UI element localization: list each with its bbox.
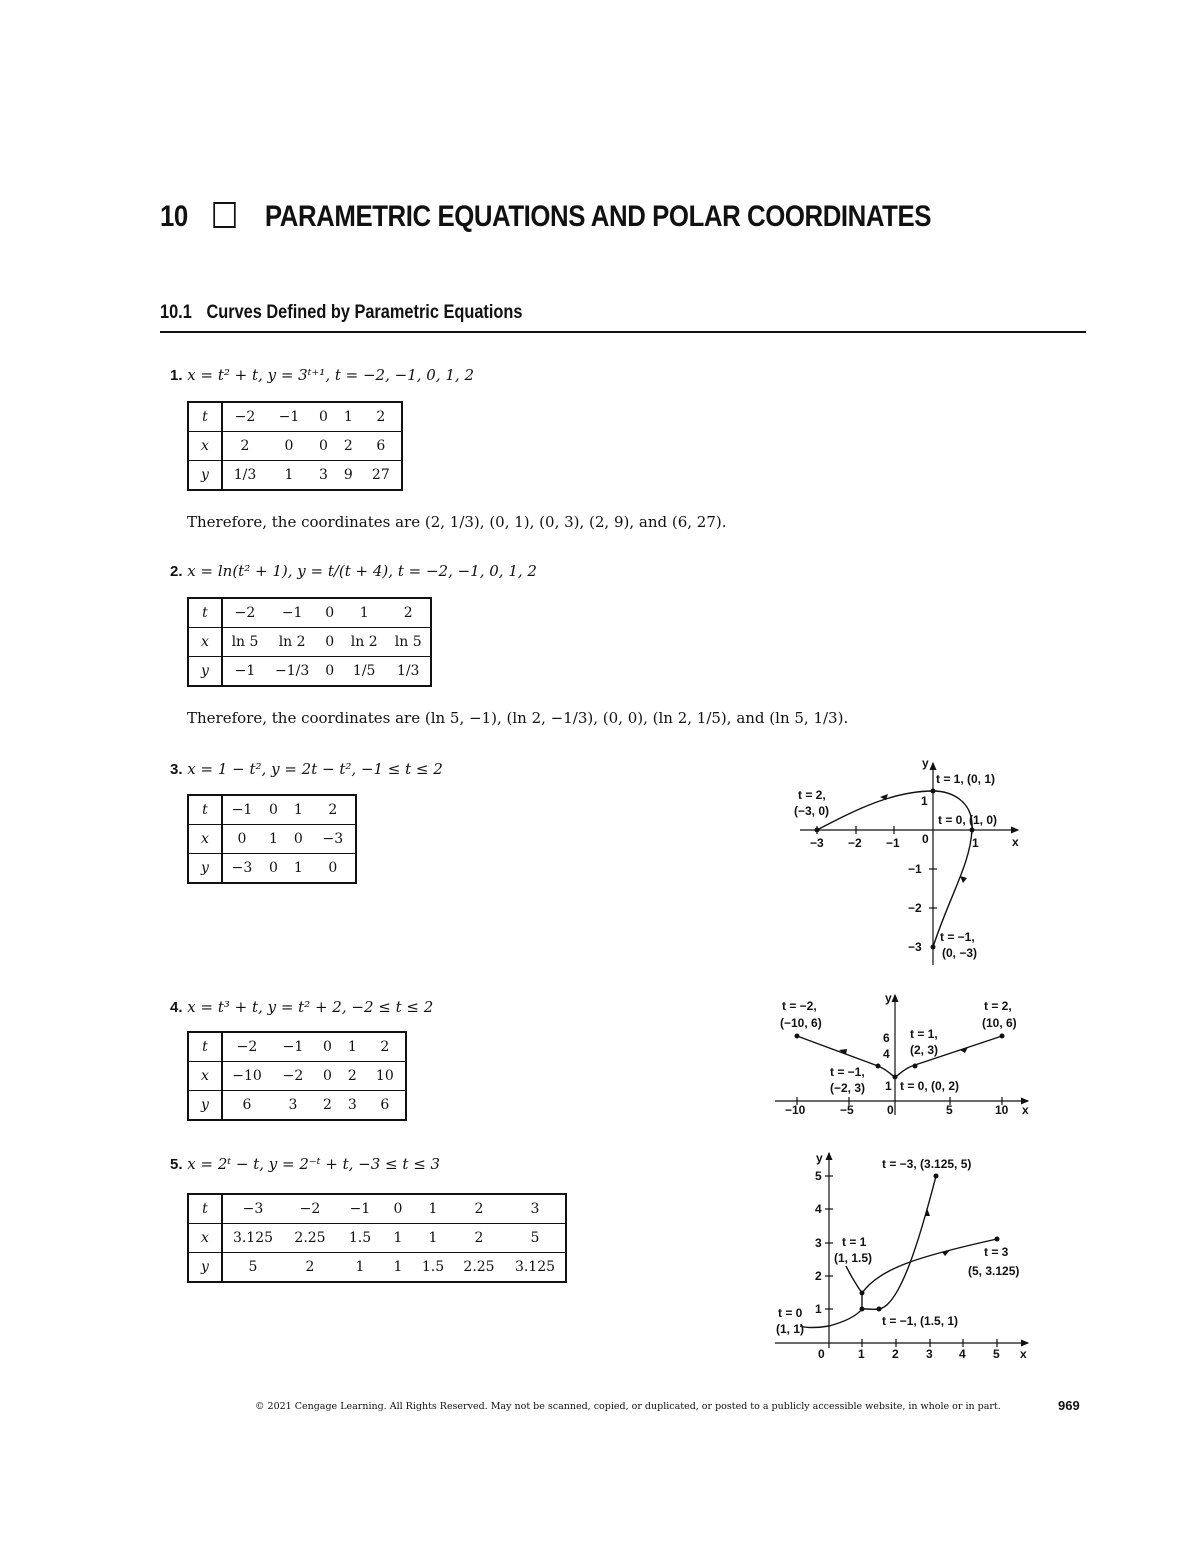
table-cell: −3: [222, 854, 261, 884]
point-label: (5, 3.125): [968, 1264, 1020, 1278]
section-number: 10.1: [160, 302, 192, 323]
problem-equation: x = t² + t, y = 3ᵗ⁺¹, t = −2, −1, 0, 1, 2: [187, 366, 474, 384]
point-label: t = −1,: [830, 1065, 865, 1079]
tick-label: 2: [892, 1347, 899, 1361]
tick-label: 0: [887, 1103, 894, 1117]
table-cell: 2: [336, 432, 361, 461]
problem-label: 1.: [170, 367, 183, 384]
table-head: t: [188, 1032, 222, 1062]
table-cell: −3: [222, 1194, 283, 1224]
table-cell: −3: [311, 825, 356, 854]
point-label: (−3, 0): [794, 804, 830, 818]
problem-1: [170, 366, 474, 384]
table-cell: ln 2: [267, 628, 317, 657]
table-head: x: [188, 825, 222, 854]
tick-label: −2: [848, 836, 862, 850]
problem-label: 4.: [170, 999, 183, 1016]
table-cell: 3.125: [222, 1224, 283, 1253]
table-cell: 1: [413, 1224, 453, 1253]
table-head: x: [188, 1062, 222, 1091]
table-head: t: [188, 598, 222, 628]
problem-2-conclusion: Therefore, the coordinates are (ln 5, −1), (ln 2, −1/3), (0, 0), (ln 2, 1/5), and (ln 5, 1/3).: [187, 709, 849, 727]
table-head: t: [188, 1194, 222, 1224]
table-cell: −1: [337, 1194, 383, 1224]
table-cell: 0: [286, 825, 311, 854]
point-label: t = −2,: [782, 999, 817, 1013]
table-cell: −1: [267, 402, 311, 432]
table-cell: 0: [317, 598, 342, 628]
chapter-number: 10: [160, 200, 188, 233]
table-cell: 5: [222, 1253, 283, 1283]
parametric-curve-tail: [846, 1266, 862, 1293]
tick-label: −10: [785, 1103, 806, 1117]
table-cell: 6: [222, 1091, 271, 1121]
table-cell: 1: [383, 1224, 413, 1253]
section-rule: [160, 331, 1086, 333]
tick-label: 1: [815, 1302, 822, 1316]
problem-2: [170, 562, 537, 580]
tick-label: 2: [815, 1269, 822, 1283]
table-cell: −1: [222, 657, 267, 687]
table-cell: −2: [222, 402, 267, 432]
point-label: t = −1, (1.5, 1): [882, 1314, 959, 1328]
table-cell: 3: [311, 461, 336, 491]
table-cell: 1: [286, 795, 311, 825]
problem-label: 5.: [170, 1156, 183, 1173]
problem-label: 2.: [170, 563, 183, 580]
point-label: (2, 3): [910, 1043, 939, 1057]
problem-4: [170, 998, 433, 1016]
problem-3: [170, 760, 443, 778]
table-cell: 2: [453, 1224, 505, 1253]
table-cell: 1: [342, 598, 386, 628]
table-cell: −2: [222, 1032, 271, 1062]
point-label: (0, −3): [942, 946, 978, 960]
table-cell: −2: [283, 1194, 337, 1224]
table-cell: 0: [261, 854, 286, 884]
tick-label: 4: [959, 1347, 966, 1361]
direction-arrow: [960, 1047, 968, 1053]
table-cell: −2: [222, 598, 267, 628]
table-head: y: [188, 461, 222, 491]
table-cell: ln 5: [386, 628, 431, 657]
tick-label: −1: [886, 836, 900, 850]
point-label: t = 1: [842, 1235, 867, 1249]
problem-3-table: [187, 794, 357, 884]
point-label: (−10, 6): [780, 1016, 822, 1030]
table-cell: 9: [336, 461, 361, 491]
copyright-notice: © 2021 Cengage Learning. All Rights Reserved. May not be scanned, copied, or duplicated, or posted to a publicly accessible website, in whole or in part.: [255, 1401, 1001, 1412]
tick-label: −2: [908, 901, 922, 915]
table-cell: 2: [361, 402, 402, 432]
table-cell: 1: [261, 825, 286, 854]
problem-3-graph: [780, 755, 1040, 970]
table-cell: ln 2: [342, 628, 386, 657]
table-cell: 0: [315, 1062, 340, 1091]
chapter-heading: [160, 200, 931, 234]
table-cell: 6: [361, 432, 402, 461]
table-cell: 2: [222, 432, 267, 461]
table-cell: 6: [365, 1091, 406, 1121]
axis-label-y: y: [885, 991, 892, 1005]
table-cell: 1.5: [413, 1253, 453, 1283]
table-cell: 0: [311, 854, 356, 884]
table-cell: 2: [315, 1091, 340, 1121]
table-cell: 2.25: [453, 1253, 505, 1283]
point-label: t = 0, (1, 0): [938, 813, 998, 827]
table-cell: 10: [365, 1062, 406, 1091]
table-head: t: [188, 402, 222, 432]
point-label: t = −1,: [940, 930, 975, 944]
tick-label: 5: [946, 1103, 953, 1117]
tick-label: 4: [815, 1202, 822, 1216]
table-cell: 0: [317, 657, 342, 687]
problem-equation: x = 2ᵗ − t, y = 2⁻ᵗ + t, −3 ≤ t ≤ 3: [187, 1155, 441, 1173]
table-cell: 1/5: [342, 657, 386, 687]
problem-1-conclusion: Therefore, the coordinates are (2, 1/3), (0, 1), (0, 3), (2, 9), and (6, 27).: [187, 513, 727, 531]
table-cell: 2: [311, 795, 356, 825]
table-head: y: [188, 854, 222, 884]
table-cell: 3: [271, 1091, 315, 1121]
point-label: (1, 1): [776, 1322, 805, 1336]
table-head: y: [188, 1253, 222, 1283]
table-cell: 2.25: [283, 1224, 337, 1253]
point-label: t = 3: [984, 1245, 1009, 1259]
chapter-box-icon: [213, 202, 235, 228]
table-cell: 0: [222, 825, 261, 854]
table-cell: 1/3: [386, 657, 431, 687]
axis-label-x: x: [1012, 835, 1019, 849]
tick-label: 1: [885, 1079, 892, 1093]
table-cell: −1/3: [267, 657, 317, 687]
problem-5-graph: [770, 1148, 1040, 1368]
direction-arrow: [960, 876, 967, 883]
tick-label: −3: [810, 836, 824, 850]
axis-label-x: x: [1020, 1347, 1027, 1361]
tick-label: 4: [883, 1047, 890, 1061]
table-cell: 0: [311, 402, 336, 432]
tick-label: 1: [858, 1347, 865, 1361]
table-cell: 1.5: [337, 1224, 383, 1253]
table-cell: 1: [383, 1253, 413, 1283]
table-cell: 2: [386, 598, 431, 628]
table-cell: 0: [261, 795, 286, 825]
table-cell: 1: [267, 461, 311, 491]
parametric-curve: [797, 1036, 1002, 1077]
tick-label: 3: [926, 1347, 933, 1361]
table-cell: 1/3: [222, 461, 267, 491]
point-label: t = 1,: [910, 1027, 938, 1041]
table-head: y: [188, 657, 222, 687]
point-label: t = −3, (3.125, 5): [882, 1157, 972, 1171]
problem-label: 3.: [170, 761, 183, 778]
table-head: t: [188, 795, 222, 825]
table-cell: −10: [222, 1062, 271, 1091]
axis-label-y: y: [816, 1151, 823, 1165]
table-cell: −1: [271, 1032, 315, 1062]
point-label: (−2, 3): [830, 1081, 866, 1095]
table-cell: 0: [311, 432, 336, 461]
tick-label: −3: [908, 940, 922, 954]
point-label: t = 2,: [798, 788, 826, 802]
section-heading: [160, 302, 522, 324]
tick-label: 0: [922, 832, 929, 846]
table-cell: 3: [340, 1091, 365, 1121]
tick-label: 3: [815, 1236, 822, 1250]
table-cell: 1: [413, 1194, 453, 1224]
table-head: y: [188, 1091, 222, 1121]
point-label: t = 1, (0, 1): [936, 772, 996, 786]
problem-1-table: [187, 401, 403, 491]
axis-label-y: y: [922, 756, 929, 770]
table-cell: 3.125: [505, 1253, 566, 1283]
table-cell: 0: [317, 628, 342, 657]
table-cell: −1: [267, 598, 317, 628]
table-cell: 2: [453, 1194, 505, 1224]
chapter-title: PARAMETRIC EQUATIONS AND POLAR COORDINATES: [264, 200, 932, 233]
table-cell: 1: [286, 854, 311, 884]
table-cell: 2: [340, 1062, 365, 1091]
table-cell: 0: [267, 432, 311, 461]
problem-2-table: [187, 597, 432, 687]
table-head: x: [188, 628, 222, 657]
table-cell: ln 5: [222, 628, 267, 657]
tick-label: 5: [815, 1169, 822, 1183]
table-head: x: [188, 1224, 222, 1253]
problem-4-graph: [770, 990, 1040, 1125]
problem-equation: x = ln(t² + 1), y = t/(t + 4), t = −2, −1, 0, 1, 2: [187, 562, 537, 580]
tick-label: −1: [908, 862, 922, 876]
page-number: 969: [1058, 1398, 1080, 1413]
tick-label: 1: [972, 836, 979, 850]
tick-label: 0: [818, 1347, 825, 1361]
tick-label: −5: [840, 1103, 854, 1117]
tick-label: 6: [883, 1031, 890, 1045]
point-label: t = 0: [778, 1306, 803, 1320]
point-label: t = 2,: [984, 999, 1012, 1013]
table-cell: 27: [361, 461, 402, 491]
table-cell: 1: [337, 1253, 383, 1283]
table-cell: 1: [336, 402, 361, 432]
table-cell: 5: [505, 1224, 566, 1253]
problem-equation: x = t³ + t, y = t² + 2, −2 ≤ t ≤ 2: [187, 998, 434, 1016]
table-cell: 2: [283, 1253, 337, 1283]
point-label: t = 0, (0, 2): [900, 1079, 960, 1093]
point-label: (1, 1.5): [834, 1251, 873, 1265]
table-cell: −1: [222, 795, 261, 825]
table-cell: 0: [315, 1032, 340, 1062]
tick-label: 5: [993, 1347, 1000, 1361]
table-cell: 2: [365, 1032, 406, 1062]
tick-label: 10: [995, 1103, 1009, 1117]
section-title: Curves Defined by Parametric Equations: [206, 302, 523, 323]
problem-5: [170, 1155, 440, 1173]
problem-5-table: [187, 1193, 567, 1283]
point-label: (10, 6): [982, 1016, 1017, 1030]
axis-label-x: x: [1022, 1103, 1029, 1117]
problem-equation: x = 1 − t², y = 2t − t², −1 ≤ t ≤ 2: [187, 760, 443, 778]
table-cell: 0: [383, 1194, 413, 1224]
table-cell: −2: [271, 1062, 315, 1091]
tick-label: 1: [921, 794, 928, 808]
table-cell: 1: [340, 1032, 365, 1062]
table-cell: 3: [505, 1194, 566, 1224]
table-head: x: [188, 432, 222, 461]
problem-4-table: [187, 1031, 407, 1121]
